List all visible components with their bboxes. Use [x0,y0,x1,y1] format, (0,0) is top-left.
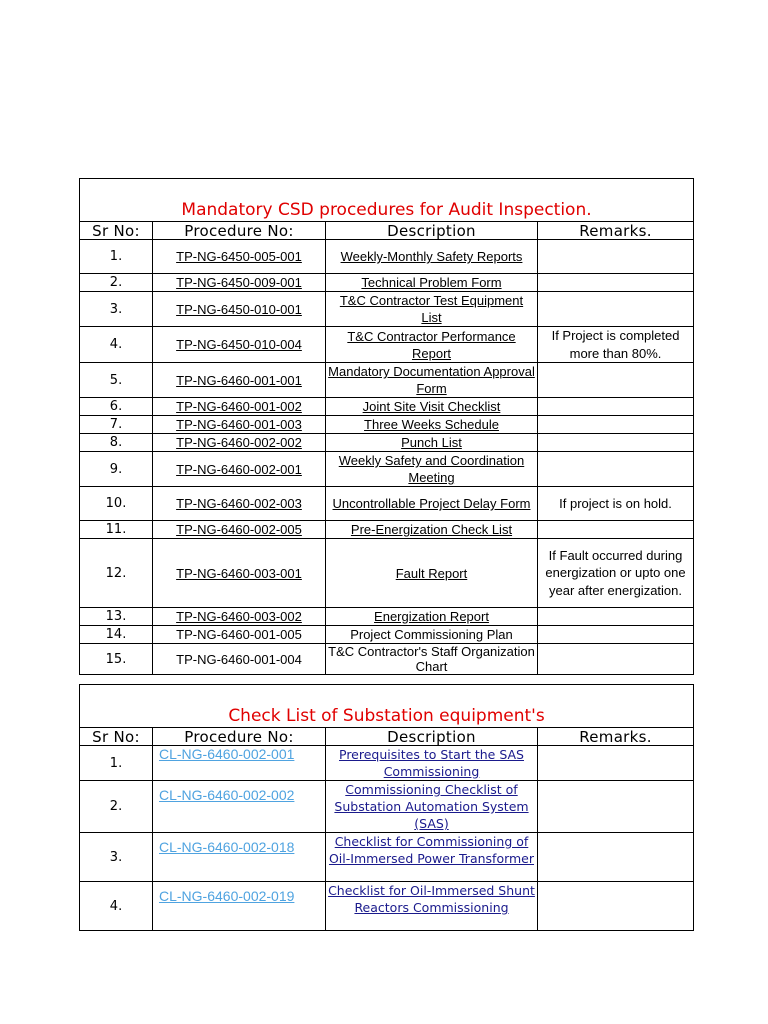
checklist-table [79,684,694,931]
procedure-link[interactable]: TP-NG-6460-002-003 [153,487,326,521]
procedure-link[interactable]: TP-NG-6460-002-001 [153,452,326,487]
sr-no: 1. [80,240,153,274]
sr-no: 4. [80,882,153,931]
procedure-link[interactable]: TP-NG-6460-001-001 [153,363,326,398]
header-description: Description [326,222,538,240]
procedure-link[interactable]: TP-NG-6460-002-005 [153,521,326,539]
remarks: If project is on hold. [538,487,694,521]
remarks [538,882,694,931]
remarks [538,452,694,487]
procedure-number: TP-NG-6460-001-004 [153,644,326,675]
description[interactable]: Pre-Energization Check List [326,521,538,539]
table-row [80,833,694,882]
sr-no: 3. [80,833,153,882]
sr-no: 2. [80,781,153,833]
sr-no: 11. [80,521,153,539]
remarks [538,398,694,416]
procedure-link[interactable]: TP-NG-6460-001-002 [153,398,326,416]
table-row [80,608,694,626]
description[interactable]: T&C Contractor Test Equipment List [326,292,538,327]
description-link[interactable]: Prerequisites to Start the SAS Commissioning [326,746,538,781]
table-row [80,644,694,675]
sr-no: 15. [80,644,153,675]
sr-no: 5. [80,363,153,398]
sr-no: 14. [80,626,153,644]
description[interactable]: Weekly-Monthly Safety Reports [326,240,538,274]
table-row [80,398,694,416]
description[interactable]: Technical Problem Form [326,274,538,292]
sr-no: 2. [80,274,153,292]
table-row [80,327,694,363]
sr-no: 4. [80,327,153,363]
description-link[interactable]: Checklist for Commissioning of Oil-Immersed Power Transformer [326,833,538,882]
procedure-number: TP-NG-6460-001-005 [153,626,326,644]
sr-no: 12. [80,539,153,608]
procedure-link[interactable]: TP-NG-6450-010-004 [153,327,326,363]
remarks [538,746,694,781]
table-row [80,434,694,452]
procedure-link[interactable]: TP-NG-6460-002-002 [153,434,326,452]
table-row [80,274,694,292]
remarks [538,434,694,452]
procedure-link[interactable]: TP-NG-6450-010-001 [153,292,326,327]
header-procedure-no: Procedure No: [153,728,326,746]
table-row [80,626,694,644]
procedure-link[interactable]: TP-NG-6460-003-001 [153,539,326,608]
description-link[interactable]: Commissioning Checklist of Substation Automation System (SAS) [326,781,538,833]
table-row [80,452,694,487]
description: Project Commissioning Plan [326,626,538,644]
remarks [538,626,694,644]
procedure-link[interactable]: TP-NG-6450-005-001 [153,240,326,274]
sr-no: 7. [80,416,153,434]
table-row [80,240,694,274]
description[interactable]: Weekly Safety and Coordination Meeting [326,452,538,487]
table-header [80,222,694,240]
remarks [538,521,694,539]
table-title: Mandatory CSD procedures for Audit Inspection. [80,179,694,222]
remarks [538,416,694,434]
sr-no: 8. [80,434,153,452]
procedure-link[interactable]: TP-NG-6460-001-003 [153,416,326,434]
remarks [538,240,694,274]
description-link[interactable]: Checklist for Oil-Immersed Shunt Reactors Commissioning [326,882,538,931]
header-remarks: Remarks. [538,222,694,240]
description[interactable]: Energization Report [326,608,538,626]
header-sr-no: Sr No: [80,222,153,240]
table-row [80,539,694,608]
description[interactable]: Three Weeks Schedule [326,416,538,434]
table-row [80,363,694,398]
table-row [80,882,694,931]
table-row [80,781,694,833]
checklist-link[interactable]: CL-NG-6460-002-002 [153,781,326,833]
remarks [538,292,694,327]
remarks [538,781,694,833]
checklist-link[interactable]: CL-NG-6460-002-001 [153,746,326,781]
table-row [80,487,694,521]
remarks [538,644,694,675]
procedure-link[interactable]: TP-NG-6460-003-002 [153,608,326,626]
header-remarks: Remarks. [538,728,694,746]
description: T&C Contractor's Staff Organization Chart [326,644,538,675]
remarks [538,363,694,398]
sr-no: 1. [80,746,153,781]
checklist-link[interactable]: CL-NG-6460-002-018 [153,833,326,882]
procedures-table [79,178,694,675]
remarks [538,274,694,292]
header-procedure-no: Procedure No: [153,222,326,240]
sr-no: 3. [80,292,153,327]
sr-no: 6. [80,398,153,416]
header-sr-no: Sr No: [80,728,153,746]
remarks: If Project is completed more than 80%. [538,327,694,363]
sr-no: 9. [80,452,153,487]
table-header [80,728,694,746]
description[interactable]: Punch List [326,434,538,452]
sr-no: 13. [80,608,153,626]
description[interactable]: Fault Report [326,539,538,608]
table-row [80,416,694,434]
description[interactable]: T&C Contractor Performance Report [326,327,538,363]
table-row [80,521,694,539]
table-row [80,292,694,327]
description[interactable]: Joint Site Visit Checklist [326,398,538,416]
sr-no: 10. [80,487,153,521]
checklist-link[interactable]: CL-NG-6460-002-019 [153,882,326,931]
procedure-link[interactable]: TP-NG-6450-009-001 [153,274,326,292]
header-description: Description [326,728,538,746]
remarks [538,608,694,626]
table-row [80,746,694,781]
remarks: If Fault occurred during energization or upto one year after energization. [538,539,694,608]
description[interactable]: Uncontrollable Project Delay Form [326,487,538,521]
remarks [538,833,694,882]
table-title: Check List of Substation equipment's [80,685,694,728]
description[interactable]: Mandatory Documentation Approval Form [326,363,538,398]
